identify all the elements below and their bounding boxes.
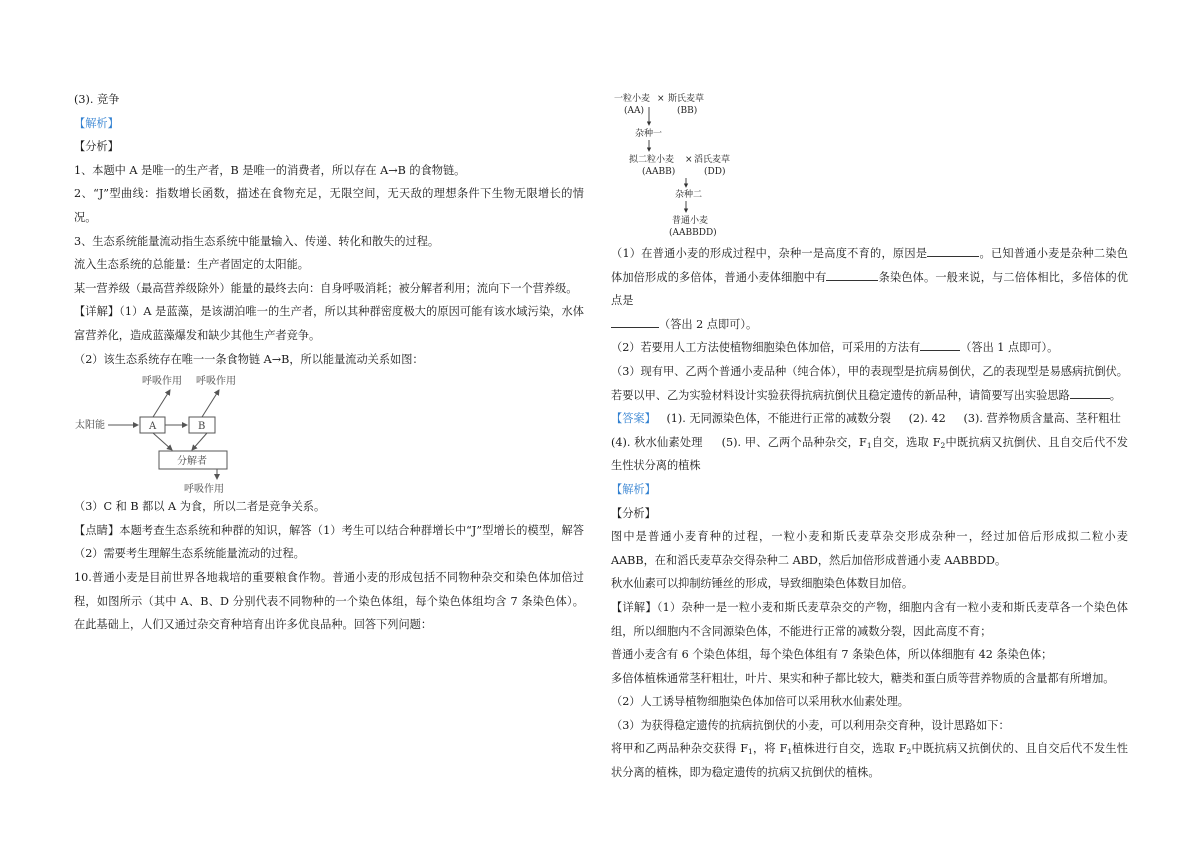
point-2: 2、“J”型曲线：指数增长函数，描述在食物充足，无限空间，无天敌的理想条件下生物无限增长的情况。	[74, 187, 584, 224]
resp-label-1: 呼吸作用	[142, 376, 182, 388]
answer-label: 【答案】	[611, 412, 656, 426]
parent-einkorn: 一粒小麦	[614, 94, 651, 104]
analysis-text-2: 秋水仙素可以抑制纺锤丝的形成，导致细胞染色体数目加倍。	[611, 577, 914, 591]
detail-2: （2）该生态系统存在唯一一条食物链 A→B，所以能量流动关系如图：	[74, 352, 424, 366]
question-10: 10.普通小麦是目前世界各地栽培的重要粮食作物。普通小麦的形成包括不同物种杂交和染色体加倍过程，如图所示（其中 A、B、D 分别代表不同物种的一个染色体组，每个染色体组均含 7 条染色体）。在此基础上，人们又通过杂交育种培育出许多优良品种。回答下列问题：	[74, 570, 584, 632]
parent-aegilops-speltoides: 斯氏麦草	[668, 94, 705, 104]
blank-4	[920, 340, 960, 351]
cross-1: ×	[657, 94, 665, 104]
parent-aegilops-tauschii: 滔氏麦草	[694, 155, 731, 165]
left-column	[74, 88, 584, 637]
sun-label: 太阳能	[75, 420, 105, 432]
blank-3	[611, 317, 659, 328]
blank-1	[927, 246, 979, 257]
detail-3: （3）C 和 B 都以 A 为食，所以二者是竞争关系。	[74, 500, 326, 514]
blank-5	[1070, 388, 1110, 399]
resp-label-3: 呼吸作用	[184, 484, 224, 496]
answer-block: 【答案】 (1). 无同源染色体，不能进行正常的减数分裂 (2). 42 (3). 营养物质含量高、茎秆粗壮 (4). 秋水仙素处理 (5). 甲、乙两个品种杂交，$F_1$自交，选取 $F_2$中既抗病又抗倒伏、且自交后代不发生性状分离的植株	[611, 412, 1128, 473]
genome-aabbdd: (AABBDD)	[669, 228, 717, 238]
common-wheat: 普通小麦	[672, 216, 709, 226]
genome-dd: (DD)	[704, 167, 726, 177]
genome-bb: (BB)	[677, 106, 698, 116]
hybrid-2: 杂种二	[675, 190, 703, 200]
detail-text-4: （2）人工诱导植物细胞染色体加倍可以采用秋水仙素处理。	[611, 695, 909, 709]
jiexi-heading: 【解析】	[611, 482, 656, 496]
node-a-label: A	[149, 421, 157, 433]
node-b-label: B	[198, 421, 206, 433]
detail-text-5: （3）为获得稳定遗传的抗病抗倒伏的小麦，可以利用杂交育种，设计思路如下：	[611, 718, 1010, 732]
energy-destination: 某一营养级（最高营养级除外）能量的最终去向：自身呼吸消耗；被分解者利用；流向下一个营养级。	[74, 281, 578, 295]
wheat-breeding-diagram	[611, 92, 1128, 242]
detail-1: 【详解】（1）A 是蓝藻，是该湖泊唯一的生产者，所以其种群密度极大的原因可能有该水域污染，水体富营养化，造成蓝藻爆发和缺少其他生产者竞争。	[74, 305, 584, 342]
point-3: 3、生态系统能量流动指生态系统中能量输入、传递、转化和散失的过程。	[74, 234, 440, 248]
cross-2: ×	[685, 155, 693, 165]
blank-2	[826, 270, 878, 281]
analysis-heading: 【解析】	[74, 116, 119, 130]
right-column	[611, 92, 1128, 785]
dianjing: 【点睛】本题考查生态系统和种群的知识，解答（1）考生可以结合种群增长中“J”型增长的模型，解答（2）需要考生理解生态系统能量流动的过程。	[74, 523, 584, 561]
detail-text-2: 普通小麦含有 6 个染色体组，每个染色体组有 7 条染色体，所以体细胞有 42 条染色体；	[611, 648, 1053, 662]
genome-aabb: (AABB)	[642, 167, 676, 177]
detail-text-1: 【详解】（1）杂种一是一粒小麦和斯氏麦草杂交的产物，细胞内含有一粒小麦和斯氏麦草各一个染色体组，所以细胞内不含同源染色体，不能进行正常的减数分裂，因此高度不育；	[611, 600, 1128, 638]
fenxi-heading: 【分析】	[74, 140, 119, 154]
parent-dicoccoides: 拟二粒小麦	[629, 155, 675, 165]
decomposer-label: 分解者	[177, 456, 207, 468]
q3: （3）现有甲、乙两个普通小麦品种（纯合体），甲的表现型是抗病易倒伏，乙的表现型是易感病抗倒伏。若要以甲、乙为实验材料设计实验获得抗病抗倒伏且稳定遗传的新品种，请简要写出实验思路 。	[611, 364, 1128, 402]
detail-text-3: 多倍体植株通常茎秆粗壮，叶片、果实和种子都比较大，糖类和蛋白质等营养物质的含量都有所增加。	[611, 671, 1115, 685]
q2: （2）若要用人工方法使植物细胞染色体加倍，可采用的方法有 （答出 1 点即可）。	[611, 341, 1059, 355]
fenxi-heading-right: 【分析】	[611, 506, 656, 520]
hybrid-1: 杂种一	[635, 129, 663, 139]
genome-aa: (AA)	[624, 106, 645, 116]
point-1: 1、本题中 A 是唯一的生产者，B 是唯一的消费者，所以存在 A→B 的食物链。	[74, 163, 466, 177]
energy-flow-diagram	[74, 371, 584, 495]
analysis-text-1: 图中是普通小麦育种的过程，一粒小麦和斯氏麦草杂交形成杂种一，经过加倍后形成拟二粒小麦 AABB，在和滔氏麦草杂交得杂种二 ABD，然后加倍形成普通小麦 AABBDD。	[611, 530, 1128, 567]
answer-3: (3). 竞争	[74, 93, 120, 106]
detail-text-6: 将甲和乙两品种杂交获得 $F_1$，将 $F_1$植株进行自交，选取 $F_2$中既抗病又抗倒伏的、且自交后代不发生性状分离的植株，即为稳定遗传的抗病又抗倒伏的植株。	[611, 742, 1128, 780]
total-energy: 流入生态系统的总能量：生产者固定的太阳能。	[74, 258, 309, 272]
resp-label-2: 呼吸作用	[196, 376, 236, 388]
q1: （1）在普通小麦的形成过程中，杂种一是高度不育的，原因是 。已知普通小麦是杂种二染色体加倍形成的多倍体，普通小麦体细胞中有 条染色体。一般来说，与二倍体相比，多倍体的优点是 （答出 2 点即可）。	[611, 247, 1128, 331]
